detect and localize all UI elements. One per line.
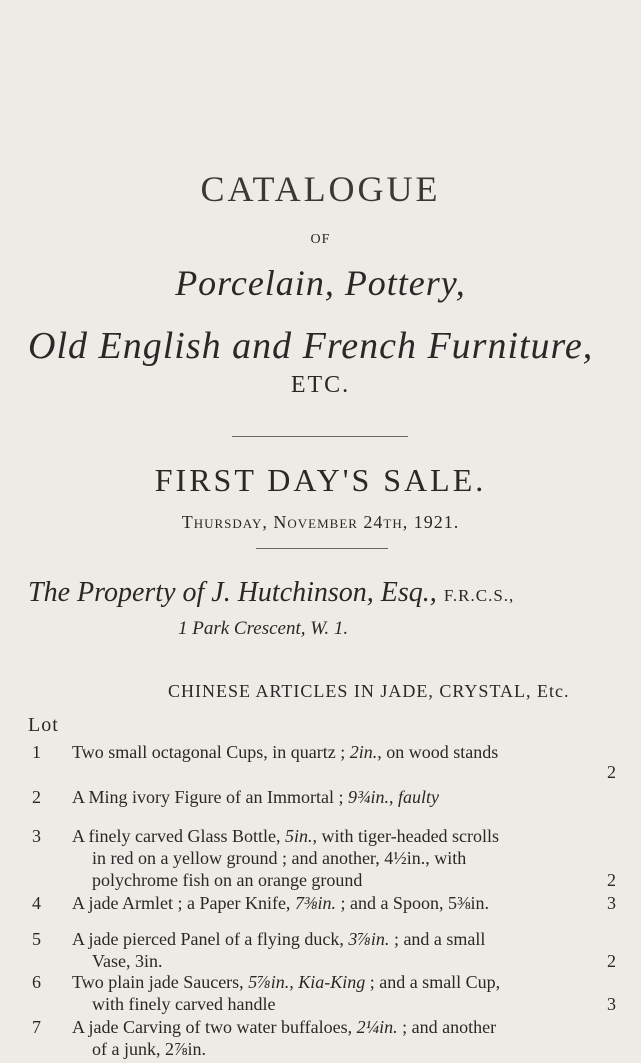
catalogue-heading: CATALOGUE xyxy=(200,169,441,209)
lot-text: A jade Carving of two water buffaloes, xyxy=(72,1017,357,1037)
divider-bottom xyxy=(256,548,388,549)
lot-size: 3⅞in. xyxy=(348,929,390,949)
etc-heading: ETC. xyxy=(290,372,351,398)
section-title: CHINESE ARTICLES IN JADE, CRYSTAL, Etc. xyxy=(168,681,570,701)
lot-text-line3: polychrome fish on an orange ground xyxy=(92,870,363,890)
lot-number: 1 xyxy=(32,742,41,762)
lot-text-cont: , on wood stands xyxy=(377,742,499,762)
lot-text: Two plain jade Saucers, xyxy=(72,972,249,992)
property-address: 1 Park Crescent, W. 1. xyxy=(178,618,349,639)
lot-text: Two small octagonal Cups, in quartz ; xyxy=(72,742,350,762)
lot-size: 5in. xyxy=(284,826,313,846)
sale-title: FIRST DAY'S SALE. xyxy=(154,462,487,498)
lot-quantity: 3 xyxy=(607,893,616,913)
lot-description xyxy=(72,892,590,914)
divider-top xyxy=(232,436,408,437)
property-suffix: F.R.C.S., xyxy=(443,586,515,605)
lot-number: 7 xyxy=(32,1017,41,1037)
lot-quantity: 3 xyxy=(607,994,616,1014)
lot-column-header: Lot xyxy=(28,714,59,736)
lot-size: 2in. xyxy=(349,742,378,762)
lot-size: 7⅜in. xyxy=(294,893,336,913)
lot-number: 5 xyxy=(32,929,41,949)
lot-text: A jade Armlet ; a Paper Knife, xyxy=(72,893,295,913)
lot-text: A finely carved Glass Bottle, xyxy=(72,826,285,846)
lot-description xyxy=(72,1016,590,1060)
lot-quantity: 2 xyxy=(607,762,616,782)
lot-text-cont: ; and a small Cup, xyxy=(365,972,501,992)
lot-size: 5⅞in., Kia-King xyxy=(248,972,366,992)
furniture-heading: Old English and French Furniture, xyxy=(28,325,594,367)
sale-date: Thursday, November 24th, 1921. xyxy=(181,512,460,532)
lot-number: 6 xyxy=(32,972,41,992)
lot-text-line2: Vase, 3in. xyxy=(92,951,163,971)
lot-description xyxy=(72,971,590,1015)
lot-number: 2 xyxy=(32,787,41,807)
lot-text-cont: ; and another xyxy=(397,1017,497,1037)
lot-text-cont: ; and a small xyxy=(389,929,486,949)
of-heading: OF xyxy=(310,232,331,247)
lot-description xyxy=(72,928,590,972)
lot-description xyxy=(72,825,590,891)
lot-size: 2¼in. xyxy=(356,1017,398,1037)
lot-text-line2: with finely carved handle xyxy=(92,994,276,1014)
lot-text-line2: of a junk, 2⅞in. xyxy=(92,1039,206,1059)
lot-quantity: 2 xyxy=(607,951,616,971)
lot-text: A Ming ivory Figure of an Immortal ; xyxy=(72,787,348,807)
lot-size: 9¾in., faulty xyxy=(347,787,439,807)
lot-description xyxy=(72,786,590,808)
lot-description xyxy=(72,741,590,763)
lot-quantity: 2 xyxy=(607,870,616,890)
lot-number: 3 xyxy=(32,826,41,846)
lot-text-cont: , with tiger-headed scrolls xyxy=(312,826,500,846)
property-line xyxy=(28,577,514,609)
property-text: The Property of J. Hutchinson, Esq., xyxy=(28,577,437,608)
lot-text-line2: in red on a yellow ground ; and another, 4½in., with xyxy=(92,848,467,868)
lot-text: A jade pierced Panel of a flying duck, xyxy=(72,929,349,949)
porcelain-heading: Porcelain, Pottery, xyxy=(175,263,466,303)
lot-text-cont: ; and a Spoon, 5⅜in. xyxy=(335,893,489,913)
lot-number: 4 xyxy=(32,893,41,913)
